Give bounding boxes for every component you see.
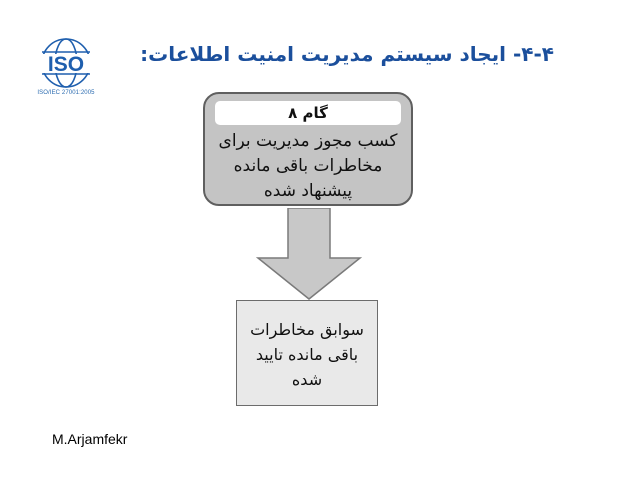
- iso-standard-label: ISO/IEC 27001:2005: [37, 90, 95, 96]
- step-8-box: [203, 92, 413, 206]
- output-description: [241, 317, 373, 392]
- author-name: M.Arjamfekr: [52, 431, 128, 447]
- iso-logo: [26, 36, 106, 98]
- output-line: شده: [291, 370, 323, 389]
- iso-logo-text: ISO: [47, 53, 85, 76]
- output-line: سوابق مخاطرات: [250, 320, 364, 339]
- slide-title: ۴-۴- ایجاد سیستم مدیریت امنیت اطلاعات:: [140, 42, 554, 66]
- step-line: کسب مجوز مدیریت برای: [218, 131, 398, 151]
- step-description: [211, 129, 405, 204]
- output-box: [236, 300, 378, 406]
- output-line: باقی مانده تایید: [255, 345, 359, 364]
- down-arrow-icon: [256, 208, 362, 300]
- step-line: پیشنهاد شده: [263, 181, 353, 201]
- step-line: مخاطرات باقی مانده: [233, 156, 383, 176]
- step-label: گام ۸: [215, 101, 401, 125]
